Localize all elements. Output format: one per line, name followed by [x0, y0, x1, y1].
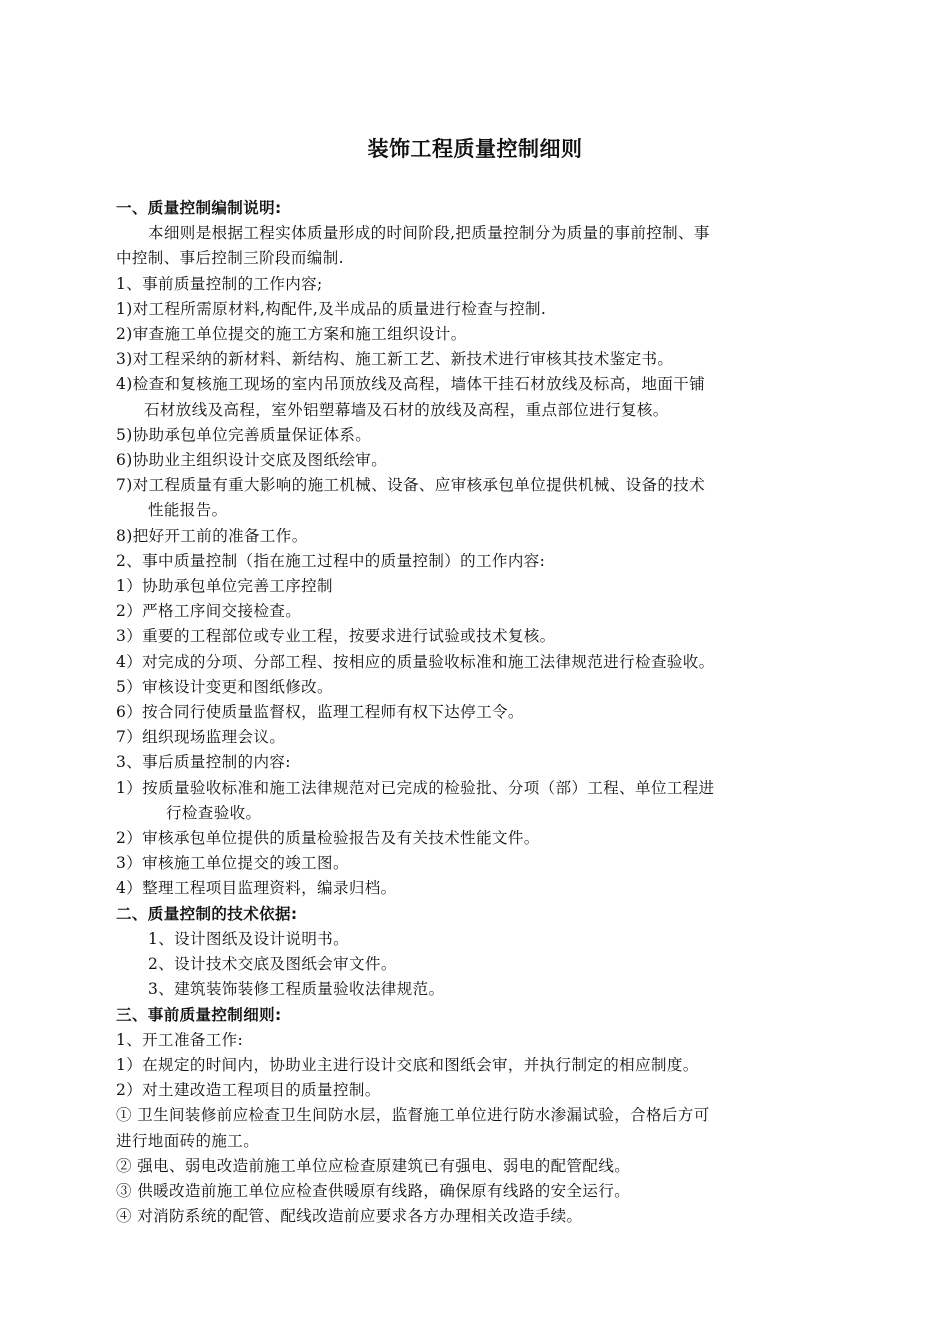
text-line: 7)对工程质量有重大影响的施工机械、设备、应审核承包单位提供机械、设备的技术	[116, 476, 706, 495]
text-line: 进行地面砖的施工。	[116, 1131, 260, 1150]
text-line: 2）对土建改造工程项目的质量控制。	[116, 1081, 381, 1100]
text-line: 1、开工准备工作:	[116, 1030, 244, 1049]
text-line: 4)检查和复核施工现场的室内吊顶放线及高程，墙体干挂石材放线及标高，地面干铺	[116, 375, 706, 394]
text-line: ② 强电、弱电改造前施工单位应检查原建筑已有强电、弱电的配管配线。	[116, 1156, 631, 1175]
text-line: 6)协助业主组织设计交底及图纸绘审。	[116, 451, 388, 470]
text-line: 8)把好开工前的准备工作。	[116, 526, 308, 545]
text-line: 3、建筑装饰装修工程质量验收法律规范。	[148, 980, 445, 999]
text-line: 3)对工程采纳的新材料、新结构、施工新工艺、新技术进行审核其技术鉴定书。	[116, 350, 674, 369]
text-line: 1、设计图纸及设计说明书。	[148, 929, 350, 948]
text-line: 2）审核承包单位提供的质量检验报告及有关技术性能文件。	[116, 829, 540, 848]
text-line: 3、事后质量控制的内容:	[116, 753, 291, 772]
text-line: 本细则是根据工程实体质量形成的时间阶段,把质量控制分为质量的事前控制、事	[148, 224, 710, 243]
text-line: 5）审核设计变更和图纸修改。	[116, 677, 333, 696]
text-line: 1)对工程所需原材料,构配件,及半成品的质量进行检查与控制.	[116, 299, 547, 318]
text-line: 中控制、事后控制三阶段而编制.	[116, 249, 344, 268]
text-line: ① 卫生间装修前应检查卫生间防水层，监督施工单位进行防水渗漏试验，合格后方可	[116, 1106, 710, 1125]
text-line: 5)协助承包单位完善质量保证体系。	[116, 425, 372, 444]
text-line: 4）整理工程项目监理资料，编录归档。	[116, 879, 397, 898]
section-heading: 三、事前质量控制细则:	[116, 1005, 282, 1024]
text-line: 3）审核施工单位提交的竣工图。	[116, 854, 349, 873]
document-body	[116, 196, 836, 1229]
text-line: 1）按质量验收标准和施工法律规范对已完成的检验批、分项（部）工程、单位工程进	[116, 778, 715, 797]
text-line: 1）协助承包单位完善工序控制	[116, 577, 333, 596]
text-line: 1、事前质量控制的工作内容;	[116, 274, 323, 293]
text-line: ④ 对消防系统的配管、配线改造前应要求各方办理相关改造手续。	[116, 1207, 583, 1226]
text-line: 6）按合同行使质量监督权，监理工程师有权下达停工令。	[116, 703, 524, 722]
text-line: 石材放线及高程，室外铝塑幕墙及石材的放线及高程，重点部位进行复核。	[144, 400, 669, 419]
text-line: 2)审查施工单位提交的施工方案和施工组织设计。	[116, 325, 467, 344]
text-line: 2）严格工序间交接检查。	[116, 602, 302, 621]
text-line: ③ 供暖改造前施工单位应检查供暖原有线路，确保原有线路的安全运行。	[116, 1181, 631, 1200]
text-line: 2、设计技术交底及图纸会审文件。	[148, 955, 397, 974]
text-line: 行检查验收。	[166, 803, 262, 822]
document-title: 装饰工程质量控制细则	[367, 137, 583, 161]
text-line: 性能报告。	[148, 501, 228, 520]
text-line: 7）组织现场监理会议。	[116, 728, 286, 747]
text-line: 2、事中质量控制（指在施工过程中的质量控制）的工作内容:	[116, 551, 546, 570]
text-line: 3）重要的工程部位或专业工程，按要求进行试验或技术复核。	[116, 627, 556, 646]
text-line: 1）在规定的时间内，协助业主进行设计交底和图纸会审，并执行制定的相应制度。	[116, 1055, 699, 1074]
section-heading: 一、质量控制编制说明:	[116, 199, 282, 217]
text-line: 4）对完成的分项、分部工程、按相应的质量验收标准和施工法律规范进行检查验收。	[116, 652, 715, 671]
section-heading: 二、质量控制的技术依据:	[116, 904, 298, 923]
